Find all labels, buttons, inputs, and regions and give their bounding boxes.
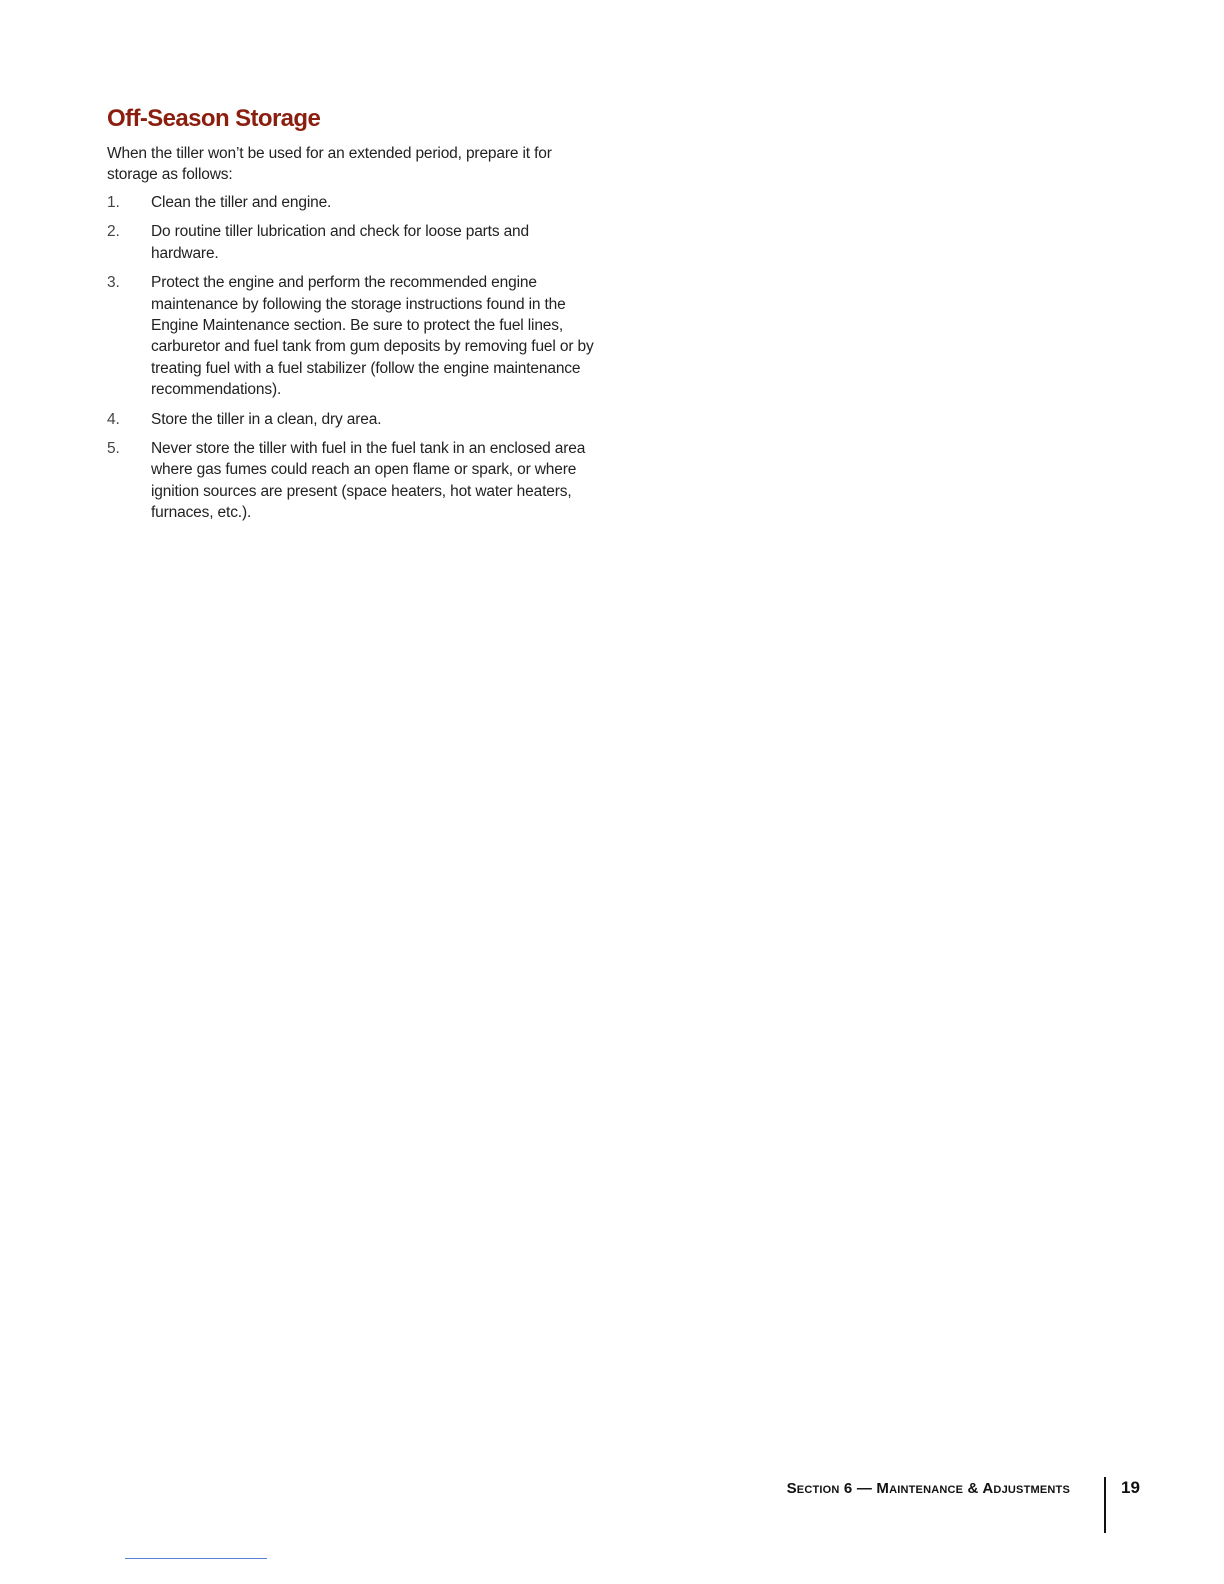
step-text: Protect the engine and perform the recommended engine maintenance by following the storage instructions found in the Engine Maintenance section. Be sure to protect the fuel lines, carburetor and fuel tank from gum deposits by removing fuel or by treating fuel with a fuel stabilizer (follow the engine maintenance recommendations). <box>151 274 594 399</box>
list-item <box>107 272 597 400</box>
step-number: 4. <box>107 410 120 428</box>
step-text: Clean the tiller and engine. <box>151 194 332 211</box>
section-intro: When the tiller won’t be used for an extended period, prepare it for storage as follows: <box>107 145 552 183</box>
footer-section-label: Section 6 — Maintenance & Adjustments <box>786 1480 1070 1497</box>
step-text: Do routine tiller lubrication and check for loose parts and hardware. <box>151 223 529 262</box>
page-footer <box>660 1477 1150 1537</box>
main-content <box>107 104 597 532</box>
footer-divider <box>1104 1477 1106 1533</box>
step-text: Store the tiller in a clean, dry area. <box>151 410 382 428</box>
list-item <box>107 409 597 430</box>
section-heading: Off-Season Storage <box>107 105 321 132</box>
page-number: 19 <box>1121 1478 1140 1497</box>
list-item <box>107 438 597 524</box>
bottom-rule <box>125 1558 267 1559</box>
step-number: 2. <box>107 223 120 241</box>
list-item <box>107 192 597 213</box>
step-number: 5. <box>107 440 120 458</box>
step-text: Never store the tiller with fuel in the fuel tank in an enclosed area where gas fumes could reach an open flame or spark, or where ignition sources are present (space heaters, hot water heaters, furnaces, etc.). <box>151 440 586 522</box>
list-item <box>107 221 597 264</box>
step-number: 1. <box>107 194 120 211</box>
storage-steps-list <box>107 192 597 524</box>
step-number: 3. <box>107 274 120 292</box>
